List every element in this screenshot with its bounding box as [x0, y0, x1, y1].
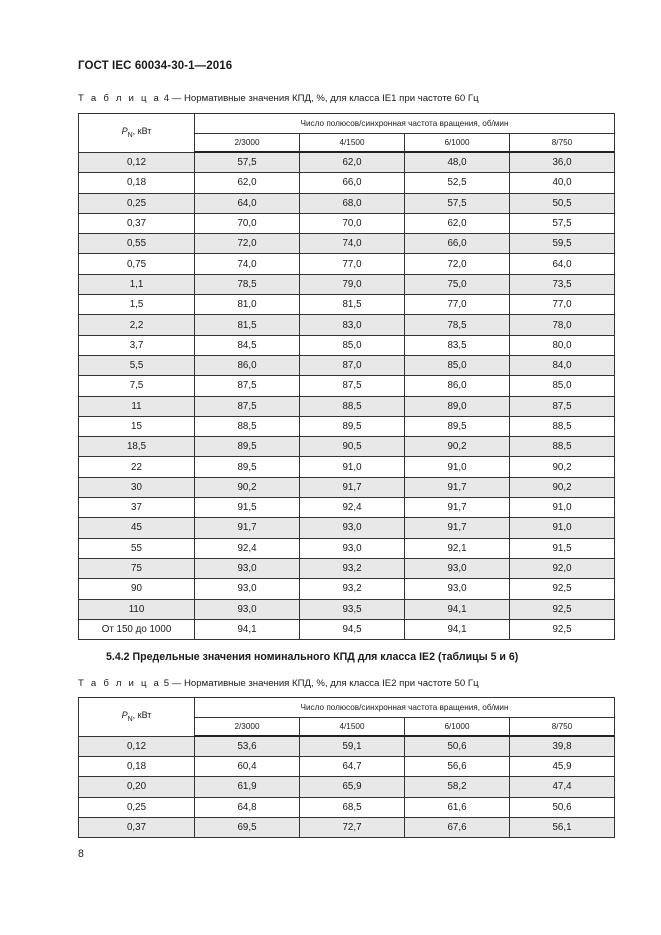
table-row	[79, 477, 615, 497]
table-5-caption-text: 5 — Нормативные значения КПД, %, для класса IE2 при частоте 50 Гц	[161, 678, 479, 689]
speed-header: 2/3000	[195, 718, 300, 737]
efficiency-cell: 70,0	[195, 213, 300, 233]
efficiency-cell: 58,2	[405, 777, 510, 797]
efficiency-cell: 78,5	[405, 315, 510, 335]
page-number: 8	[78, 848, 84, 860]
table-4	[78, 113, 615, 640]
efficiency-cell: 61,6	[405, 797, 510, 817]
power-cell: 3,7	[79, 335, 195, 355]
efficiency-cell: 91,0	[300, 457, 405, 477]
efficiency-cell: 93,0	[195, 599, 300, 619]
power-cell: 0,12	[79, 152, 195, 173]
table-row	[79, 295, 615, 315]
efficiency-cell: 39,8	[510, 736, 615, 757]
efficiency-cell: 68,0	[300, 193, 405, 213]
efficiency-cell: 90,2	[510, 477, 615, 497]
table-row	[79, 376, 615, 396]
efficiency-cell: 66,0	[405, 234, 510, 254]
efficiency-cell: 89,5	[195, 437, 300, 457]
efficiency-cell: 53,6	[195, 736, 300, 757]
power-cell: 0,55	[79, 234, 195, 254]
table-row	[79, 437, 615, 457]
efficiency-cell: 93,0	[195, 579, 300, 599]
efficiency-cell: 83,5	[405, 335, 510, 355]
table-row	[79, 518, 615, 538]
efficiency-cell: 88,5	[510, 416, 615, 436]
efficiency-cell: 92,4	[300, 498, 405, 518]
speed-header: 6/1000	[405, 134, 510, 153]
efficiency-cell: 48,0	[405, 152, 510, 173]
efficiency-cell: 91,7	[405, 498, 510, 518]
efficiency-cell: 90,2	[195, 477, 300, 497]
efficiency-cell: 81,5	[195, 315, 300, 335]
efficiency-cell: 91,7	[405, 477, 510, 497]
power-cell: 22	[79, 457, 195, 477]
table-row	[79, 355, 615, 375]
efficiency-cell: 87,5	[510, 396, 615, 416]
efficiency-cell: 74,0	[300, 234, 405, 254]
efficiency-cell: 84,5	[195, 335, 300, 355]
power-unit: , кВт	[132, 710, 152, 721]
speed-header: 6/1000	[405, 718, 510, 737]
efficiency-cell: 94,5	[300, 619, 405, 639]
table-row	[79, 757, 615, 777]
power-cell: 45	[79, 518, 195, 538]
power-cell: 18,5	[79, 437, 195, 457]
efficiency-cell: 89,5	[300, 416, 405, 436]
efficiency-cell: 61,9	[195, 777, 300, 797]
efficiency-cell: 92,5	[510, 599, 615, 619]
efficiency-cell: 87,0	[300, 355, 405, 375]
efficiency-cell: 52,5	[405, 173, 510, 193]
power-subscript: N	[127, 716, 133, 724]
efficiency-cell: 64,8	[195, 797, 300, 817]
table-5	[78, 697, 615, 838]
efficiency-cell: 88,5	[300, 396, 405, 416]
efficiency-cell: 90,5	[300, 437, 405, 457]
efficiency-cell: 60,4	[195, 757, 300, 777]
table-5-caption	[78, 678, 479, 689]
efficiency-cell: 94,1	[405, 619, 510, 639]
efficiency-cell: 90,2	[405, 437, 510, 457]
power-cell: 11	[79, 396, 195, 416]
efficiency-cell: 81,5	[300, 295, 405, 315]
efficiency-cell: 77,0	[510, 295, 615, 315]
table-row	[79, 274, 615, 294]
power-cell: 0,12	[79, 736, 195, 757]
table-row	[79, 315, 615, 335]
power-cell: 0,37	[79, 817, 195, 837]
table-4-caption-label: Т а б л и ц а	[78, 93, 162, 104]
power-column-header	[79, 698, 195, 737]
efficiency-cell: 47,4	[510, 777, 615, 797]
efficiency-cell: 57,5	[405, 193, 510, 213]
efficiency-cell: 73,5	[510, 274, 615, 294]
table-row	[79, 777, 615, 797]
efficiency-cell: 92,5	[510, 579, 615, 599]
efficiency-cell: 87,5	[195, 376, 300, 396]
efficiency-cell: 75,0	[405, 274, 510, 294]
efficiency-cell: 40,0	[510, 173, 615, 193]
table-row	[79, 538, 615, 558]
efficiency-cell: 68,5	[300, 797, 405, 817]
power-cell: 0,37	[79, 213, 195, 233]
speed-group-header: Число полюсов/синхронная частота вращения, об/мин	[195, 114, 615, 134]
efficiency-cell: 94,1	[405, 599, 510, 619]
power-cell: 1,1	[79, 274, 195, 294]
efficiency-cell: 87,5	[300, 376, 405, 396]
efficiency-cell: 93,2	[300, 558, 405, 578]
efficiency-cell: 92,1	[405, 538, 510, 558]
power-cell: 5,5	[79, 355, 195, 375]
efficiency-cell: 57,5	[510, 213, 615, 233]
table-row	[79, 396, 615, 416]
efficiency-cell: 93,0	[405, 558, 510, 578]
efficiency-cell: 62,0	[195, 173, 300, 193]
power-cell: 0,18	[79, 173, 195, 193]
table-row	[79, 173, 615, 193]
power-cell: 15	[79, 416, 195, 436]
efficiency-cell: 56,6	[405, 757, 510, 777]
speed-header: 2/3000	[195, 134, 300, 153]
efficiency-cell: 91,0	[510, 518, 615, 538]
efficiency-cell: 69,5	[195, 817, 300, 837]
power-cell: 0,25	[79, 193, 195, 213]
table-row	[79, 599, 615, 619]
efficiency-cell: 70,0	[300, 213, 405, 233]
efficiency-cell: 89,0	[405, 396, 510, 416]
table-row	[79, 234, 615, 254]
power-cell: 0,20	[79, 777, 195, 797]
speed-header: 8/750	[510, 134, 615, 153]
power-cell: От 150 до 1000	[79, 619, 195, 639]
efficiency-cell: 93,2	[300, 579, 405, 599]
efficiency-cell: 94,1	[195, 619, 300, 639]
efficiency-cell: 89,5	[195, 457, 300, 477]
power-cell: 0,75	[79, 254, 195, 274]
efficiency-cell: 89,5	[405, 416, 510, 436]
efficiency-cell: 92,0	[510, 558, 615, 578]
power-cell: 55	[79, 538, 195, 558]
efficiency-cell: 93,0	[300, 518, 405, 538]
efficiency-cell: 79,0	[300, 274, 405, 294]
power-cell: 90	[79, 579, 195, 599]
efficiency-cell: 85,0	[405, 355, 510, 375]
efficiency-cell: 77,0	[300, 254, 405, 274]
table-row	[79, 558, 615, 578]
efficiency-cell: 88,5	[195, 416, 300, 436]
efficiency-cell: 57,5	[195, 152, 300, 173]
efficiency-cell: 64,0	[195, 193, 300, 213]
efficiency-cell: 50,5	[510, 193, 615, 213]
efficiency-cell: 45,9	[510, 757, 615, 777]
efficiency-cell: 91,7	[195, 518, 300, 538]
efficiency-cell: 64,7	[300, 757, 405, 777]
efficiency-cell: 74,0	[195, 254, 300, 274]
efficiency-cell: 77,0	[405, 295, 510, 315]
table-row	[79, 498, 615, 518]
efficiency-cell: 92,5	[510, 619, 615, 639]
efficiency-cell: 62,0	[300, 152, 405, 173]
efficiency-cell: 83,0	[300, 315, 405, 335]
efficiency-cell: 84,0	[510, 355, 615, 375]
efficiency-cell: 81,0	[195, 295, 300, 315]
section-heading: 5.4.2 Предельные значения номинального КПД для класса IE2 (таблицы 5 и 6)	[106, 651, 519, 663]
efficiency-cell: 86,0	[195, 355, 300, 375]
efficiency-cell: 91,7	[300, 477, 405, 497]
efficiency-cell: 93,0	[195, 558, 300, 578]
efficiency-cell: 90,2	[510, 457, 615, 477]
efficiency-cell: 59,1	[300, 736, 405, 757]
efficiency-cell: 85,0	[510, 376, 615, 396]
power-subscript: N	[127, 132, 133, 140]
table-row	[79, 416, 615, 436]
speed-header: 8/750	[510, 718, 615, 737]
efficiency-cell: 36,0	[510, 152, 615, 173]
table-row	[79, 619, 615, 639]
efficiency-cell: 72,7	[300, 817, 405, 837]
power-cell: 37	[79, 498, 195, 518]
efficiency-cell: 72,0	[405, 254, 510, 274]
table-row	[79, 335, 615, 355]
table-row	[79, 797, 615, 817]
power-column-header	[79, 114, 195, 153]
efficiency-cell: 78,0	[510, 315, 615, 335]
efficiency-cell: 67,6	[405, 817, 510, 837]
table-row	[79, 457, 615, 477]
efficiency-cell: 50,6	[510, 797, 615, 817]
efficiency-cell: 91,0	[405, 457, 510, 477]
efficiency-cell: 59,5	[510, 234, 615, 254]
efficiency-cell: 93,0	[300, 538, 405, 558]
efficiency-cell: 78,5	[195, 274, 300, 294]
efficiency-cell: 92,4	[195, 538, 300, 558]
power-cell: 75	[79, 558, 195, 578]
power-cell: 7,5	[79, 376, 195, 396]
efficiency-cell: 64,0	[510, 254, 615, 274]
efficiency-cell: 72,0	[195, 234, 300, 254]
table-row	[79, 213, 615, 233]
efficiency-cell: 80,0	[510, 335, 615, 355]
efficiency-cell: 86,0	[405, 376, 510, 396]
efficiency-cell: 93,5	[300, 599, 405, 619]
efficiency-cell: 91,5	[195, 498, 300, 518]
efficiency-cell: 91,5	[510, 538, 615, 558]
table-row	[79, 193, 615, 213]
power-cell: 0,25	[79, 797, 195, 817]
document-header: ГОСТ IEC 60034-30-1—2016	[78, 60, 233, 72]
table-4-caption	[78, 93, 479, 104]
power-cell: 30	[79, 477, 195, 497]
table-row	[79, 152, 615, 173]
power-cell: 1,5	[79, 295, 195, 315]
speed-header: 4/1500	[300, 718, 405, 737]
speed-group-header: Число полюсов/синхронная частота вращения, об/мин	[195, 698, 615, 718]
power-symbol: P	[121, 126, 128, 137]
efficiency-cell: 62,0	[405, 213, 510, 233]
efficiency-cell: 85,0	[300, 335, 405, 355]
efficiency-cell: 88,5	[510, 437, 615, 457]
power-unit: , кВт	[132, 126, 152, 137]
table-row	[79, 817, 615, 837]
table-row	[79, 736, 615, 757]
speed-header: 4/1500	[300, 134, 405, 153]
power-cell: 0,18	[79, 757, 195, 777]
table-row	[79, 254, 615, 274]
efficiency-cell: 50,6	[405, 736, 510, 757]
power-cell: 2,2	[79, 315, 195, 335]
efficiency-cell: 91,0	[510, 498, 615, 518]
efficiency-cell: 91,7	[405, 518, 510, 538]
table-row	[79, 579, 615, 599]
efficiency-cell: 66,0	[300, 173, 405, 193]
efficiency-cell: 56,1	[510, 817, 615, 837]
power-cell: 110	[79, 599, 195, 619]
efficiency-cell: 87,5	[195, 396, 300, 416]
table-5-caption-label: Т а б л и ц а	[78, 678, 162, 689]
power-symbol: P	[121, 710, 128, 721]
efficiency-cell: 93,0	[405, 579, 510, 599]
table-4-caption-text: 4 — Нормативные значения КПД, %, для класса IE1 при частоте 60 Гц	[161, 93, 479, 104]
efficiency-cell: 65,9	[300, 777, 405, 797]
